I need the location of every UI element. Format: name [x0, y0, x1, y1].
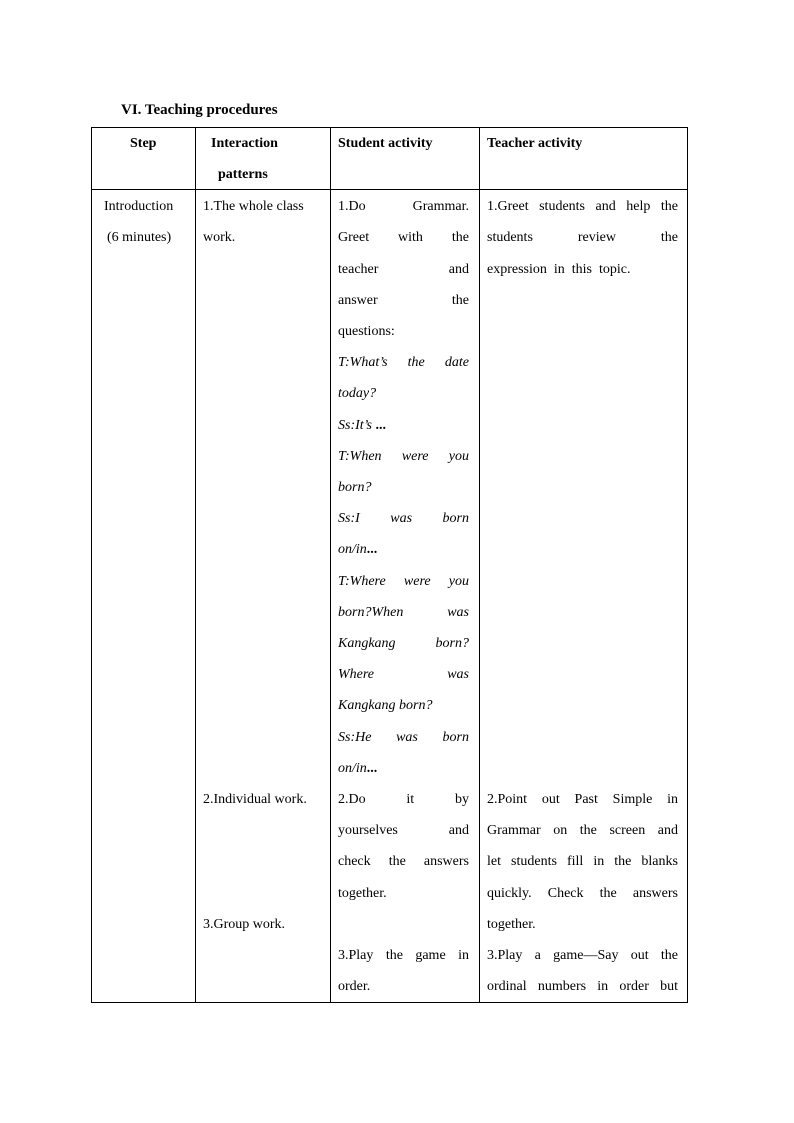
header-step: Step — [130, 136, 157, 151]
step-name: Introduction — [104, 199, 174, 214]
dialogue-q2: T:When were you — [338, 449, 469, 464]
table-border-left — [91, 127, 92, 1003]
section-title: VI. Teaching procedures — [121, 102, 278, 118]
col-divider-2 — [330, 127, 331, 1003]
table-header-divider — [91, 189, 688, 190]
header-interaction-cont: patterns — [218, 167, 268, 182]
header-student-activity: Student activity — [338, 136, 433, 151]
interaction-3: 3.Group work. — [203, 917, 286, 932]
dialogue-a3: Ss:He was born — [338, 730, 469, 745]
header-interaction: Interaction — [211, 136, 278, 151]
dialogue-q3: T:Where were you — [338, 574, 469, 589]
dialogue-a1: Ss:It’s ... — [338, 418, 386, 433]
interaction-1-line2: work. — [203, 230, 236, 245]
interaction-2: 2.Individual work. — [203, 792, 307, 807]
dialogue-q1: T:What’s the date — [338, 355, 469, 370]
interaction-1-line1: 1.The whole class — [203, 199, 304, 214]
step-duration: (6 minutes) — [107, 230, 172, 245]
table-border-right — [687, 127, 688, 1003]
col-divider-3 — [479, 127, 480, 1003]
dialogue-a2: Ss:I was born — [338, 511, 469, 526]
header-teacher-activity: Teacher activity — [487, 136, 583, 151]
col-divider-1 — [195, 127, 196, 1003]
